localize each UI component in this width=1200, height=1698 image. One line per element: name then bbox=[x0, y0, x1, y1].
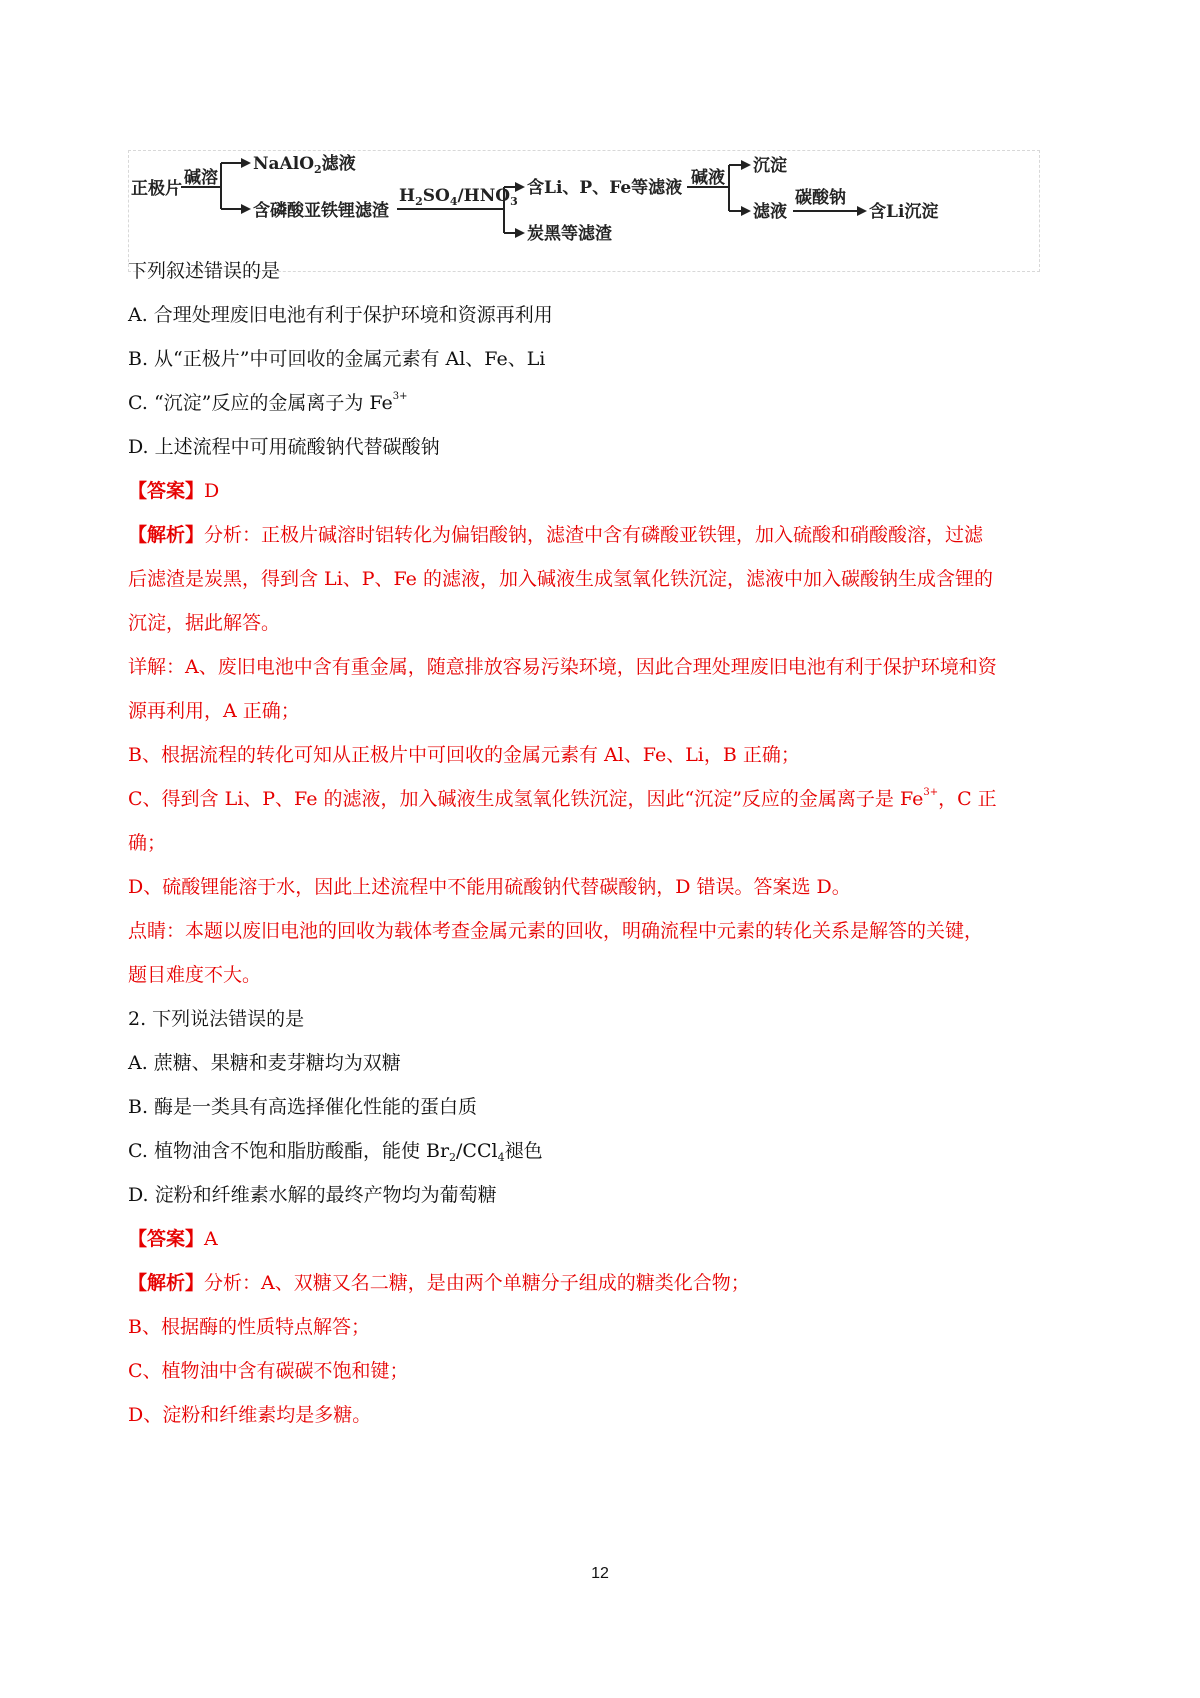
q1-detail-line2: 源再利用，A 正确； bbox=[128, 700, 300, 722]
q1-answer: 【答案】D bbox=[128, 480, 220, 502]
q2-analysis-line4: D、淀粉和纤维素均是多糖。 bbox=[128, 1404, 372, 1426]
flow-step-acid: $H_2SO_4/HNO_3$ bbox=[399, 186, 518, 208]
flow-step-alkaline-solution: 碱液 bbox=[691, 168, 725, 188]
q2-answer: 【答案】A bbox=[128, 1228, 218, 1250]
q1-detail-line3: B、根据流程的转化可知从正极片中可回收的金属元素有 Al、Fe、Li，B 正确； bbox=[128, 744, 800, 766]
q1-analysis-line1: 【解析】分析：正极片碱溶时铝转化为偏铝酸钠，滤渣中含有磷酸亚铁锂，加入硫酸和硝酸酸溶，过滤 bbox=[128, 524, 984, 546]
flow-filtrate: 滤液 bbox=[753, 202, 787, 222]
q1-stem: 下列叙述错误的是 bbox=[128, 260, 281, 282]
flow-naalo2-filtrate: NaAlO$_2$滤液 bbox=[253, 154, 356, 176]
q2-stem: 2. 下列说法错误的是 bbox=[128, 1008, 305, 1030]
q1-detail-line1: 详解：A、废旧电池中含有重金属，随意排放容易污染环境，因此合理处理废旧电池有利于保护环境和资 bbox=[128, 656, 997, 678]
flow-precipitate: 沉淀 bbox=[753, 156, 787, 176]
process-flow-diagram bbox=[128, 150, 1040, 272]
q2-option-c: C. 植物油含不饱和脂肪酸酯，能使 $Br_2/CCl_4$褪色 bbox=[128, 1140, 543, 1164]
flow-lifepo4-residue: 含磷酸亚铁锂滤渣 bbox=[253, 201, 389, 221]
q1-comment-line1: 点睛：本题以废旧电池的回收为载体考查金属元素的回收，明确流程中元素的转化关系是解答的关键， bbox=[128, 920, 984, 942]
q2-option-a: A. 蔗糖、果糖和麦芽糖均为双糖 bbox=[128, 1052, 401, 1074]
flow-step-sodium-carbonate: 碳酸钠 bbox=[795, 188, 846, 208]
flow-li-precipitate: 含Li沉淀 bbox=[869, 202, 939, 222]
flow-start: 正极片 bbox=[131, 179, 182, 199]
q1-analysis-line3: 沉淀，据此解答。 bbox=[128, 612, 281, 634]
q1-option-b: B. 从“正极片”中可回收的金属元素有 Al、Fe、Li bbox=[128, 348, 546, 370]
q1-detail-line6: D、硫酸锂能溶于水，因此上述流程中不能用硫酸钠代替碳酸钠，D 错误。答案选 D。 bbox=[128, 876, 851, 898]
q2-option-b: B. 酶是一类具有高选择催化性能的蛋白质 bbox=[128, 1096, 478, 1118]
q2-analysis-line2: B、根据酶的性质特点解答； bbox=[128, 1316, 370, 1338]
q1-detail-line4: C、得到含 Li、P、Fe 的滤液，加入碱液生成氢氧化铁沉淀，因此“沉淀”反应的金属离子是 $Fe^{3+}$，C 正 bbox=[128, 787, 997, 810]
q2-option-d: D. 淀粉和纤维素水解的最终产物均为葡萄糖 bbox=[128, 1184, 497, 1206]
q2-analysis-line1: 【解析】分析：A、双糖又名二糖，是由两个单糖分子组成的糖类化合物； bbox=[128, 1272, 750, 1294]
q1-option-c: C. “沉淀”反应的金属离子为 $Fe^{3+}$ bbox=[128, 391, 408, 414]
flow-li-p-fe-filtrate: 含Li、P、Fe等滤液 bbox=[527, 178, 683, 198]
flow-carbon-residue: 炭黑等滤渣 bbox=[527, 224, 612, 244]
q1-detail-line5: 确； bbox=[128, 832, 167, 854]
q1-analysis-line2: 后滤渣是炭黑，得到含 Li、P、Fe 的滤液，加入碱液生成氢氧化铁沉淀，滤液中加入碳酸钠生成含锂的 bbox=[128, 568, 993, 590]
q2-analysis-line3: C、植物油中含有碳碳不饱和键； bbox=[128, 1360, 409, 1382]
flow-step-alkali: 碱溶 bbox=[184, 168, 218, 188]
q1-option-a: A. 合理处理废旧电池有利于保护环境和资源再利用 bbox=[128, 304, 553, 326]
page-number: 12 bbox=[591, 1565, 609, 1582]
flow-diagram-svg bbox=[129, 151, 1039, 271]
q1-option-d: D. 上述流程中可用硫酸钠代替碳酸钠 bbox=[128, 436, 440, 458]
q1-comment-line2: 题目难度不大。 bbox=[128, 964, 262, 986]
